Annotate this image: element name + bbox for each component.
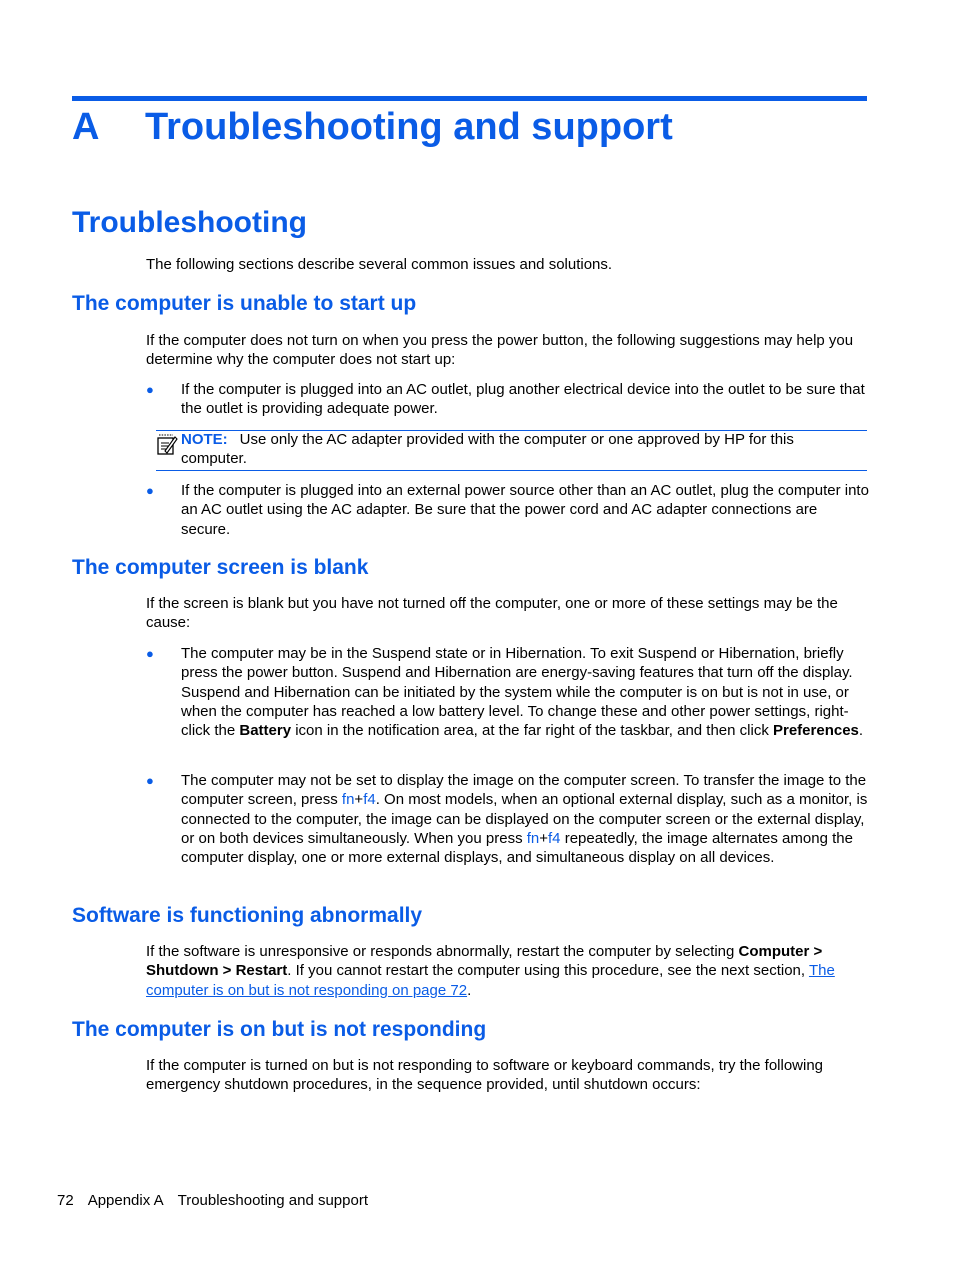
battery-term: Battery <box>239 722 292 740</box>
note-icon <box>156 434 178 456</box>
section-title: Troubleshooting <box>72 206 307 239</box>
not-responding-intro: If the computer is turned on but is not responding to software or keyboard commands, try the following emergency shutdown procedures, in the sequence provided, until shutdown occurs: <box>146 1057 824 1094</box>
text-run: . On most models, when an optional external display, such as a monitor, is connected to the computer, the image can be displayed on the computer screen or the external display, or on both devices simultaneously. When you press <box>181 791 868 847</box>
bullet-dot-icon: ● <box>146 773 154 788</box>
footer-appendix: Appendix A <box>87 1192 164 1209</box>
preferences-term: Preferences <box>773 722 859 740</box>
heading-screen-blank: The computer screen is blank <box>72 556 369 579</box>
key-plus: + <box>354 791 364 809</box>
software-paragraph <box>146 942 870 1000</box>
bullet-text <box>181 644 870 740</box>
text-run: The computer may not be set to display the image on the computer screen. To transfer the image to the computer screen, press <box>181 772 867 809</box>
bullet-text: If the computer is plugged into an AC outlet, plug another electrical device into the outlet to be sure that the outlet is providing adequate power. <box>181 381 865 418</box>
key-f4: f4 <box>548 829 561 847</box>
text-run: . <box>858 722 864 740</box>
note-label: NOTE: <box>181 431 228 448</box>
page-footer <box>57 1192 368 1209</box>
section-intro: The following sections describe several common issues and solutions. <box>146 256 613 273</box>
text-run: The computer may be in the Suspend state or in Hibernation. To exit Suspend or Hibernation, briefly press the power button. Suspend and Hibernation are energy-saving features that turn off the display. Suspend and Hibernation can be initiated by the system while the computer is on but is not in use, or when the computer has reached a low battery level. To change these and other power settings, right-click the <box>181 645 853 740</box>
list-item <box>146 380 870 419</box>
start-up-intro: If the computer does not turn on when you press the power button, the following suggestions may help you determine why the computer does not start up: <box>146 332 854 369</box>
list-item <box>146 771 870 867</box>
bullet-dot-icon: ● <box>146 382 154 397</box>
text-run: If the software is unresponsive or responds abnormally, restart the computer by selecting <box>146 943 739 960</box>
cross-reference-link[interactable]: The computer is on but is not responding on page 72 <box>146 962 835 999</box>
key-f4: f4 <box>363 791 376 809</box>
key-plus: + <box>539 829 549 847</box>
list-item <box>146 481 870 539</box>
bullet-dot-icon: ● <box>146 646 154 661</box>
page-number: 72 <box>57 1192 74 1209</box>
menu-path: Computer > Shutdown > Restart <box>146 943 823 980</box>
key-fn: fn <box>341 791 355 809</box>
heading-not-responding: The computer is on but is not responding <box>72 1018 487 1041</box>
footer-title: Troubleshooting and support <box>177 1192 369 1209</box>
chapter-title: Troubleshooting and support <box>145 106 673 148</box>
text-run: . <box>467 981 472 999</box>
heading-unable-to-start: The computer is unable to start up <box>72 292 417 315</box>
bullet-text: If the computer is plugged into an external power source other than an AC outlet, plug the computer into an AC outlet using the AC adapter. Be sure that the power cord and AC adapter connections are secure. <box>181 482 869 538</box>
chapter-letter: A <box>72 106 100 148</box>
bullet-dot-icon: ● <box>146 483 154 498</box>
key-fn: fn <box>526 829 540 847</box>
heading-software-abnormal: Software is functioning abnormally <box>72 904 423 927</box>
text-run: repeatedly, the image alternates among the computer display, one or more external displays, and simultaneous display on all devices. <box>181 829 853 867</box>
text-run: . If you cannot restart the computer using this procedure, see the next section, <box>287 962 809 980</box>
text-run: icon in the notification area, at the far right of the taskbar, and then click <box>291 722 773 740</box>
note-text-block <box>181 430 861 469</box>
note-text: Use only the AC adapter provided with the computer or one approved by HP for this computer. <box>181 431 794 468</box>
chapter-rule <box>72 96 867 101</box>
bullet-text <box>181 771 870 867</box>
list-item <box>146 644 870 740</box>
blank-intro: If the screen is blank but you have not turned off the computer, one or more of these settings may be the cause: <box>146 595 838 632</box>
chapter-heading <box>72 106 673 149</box>
note-box <box>156 430 867 471</box>
